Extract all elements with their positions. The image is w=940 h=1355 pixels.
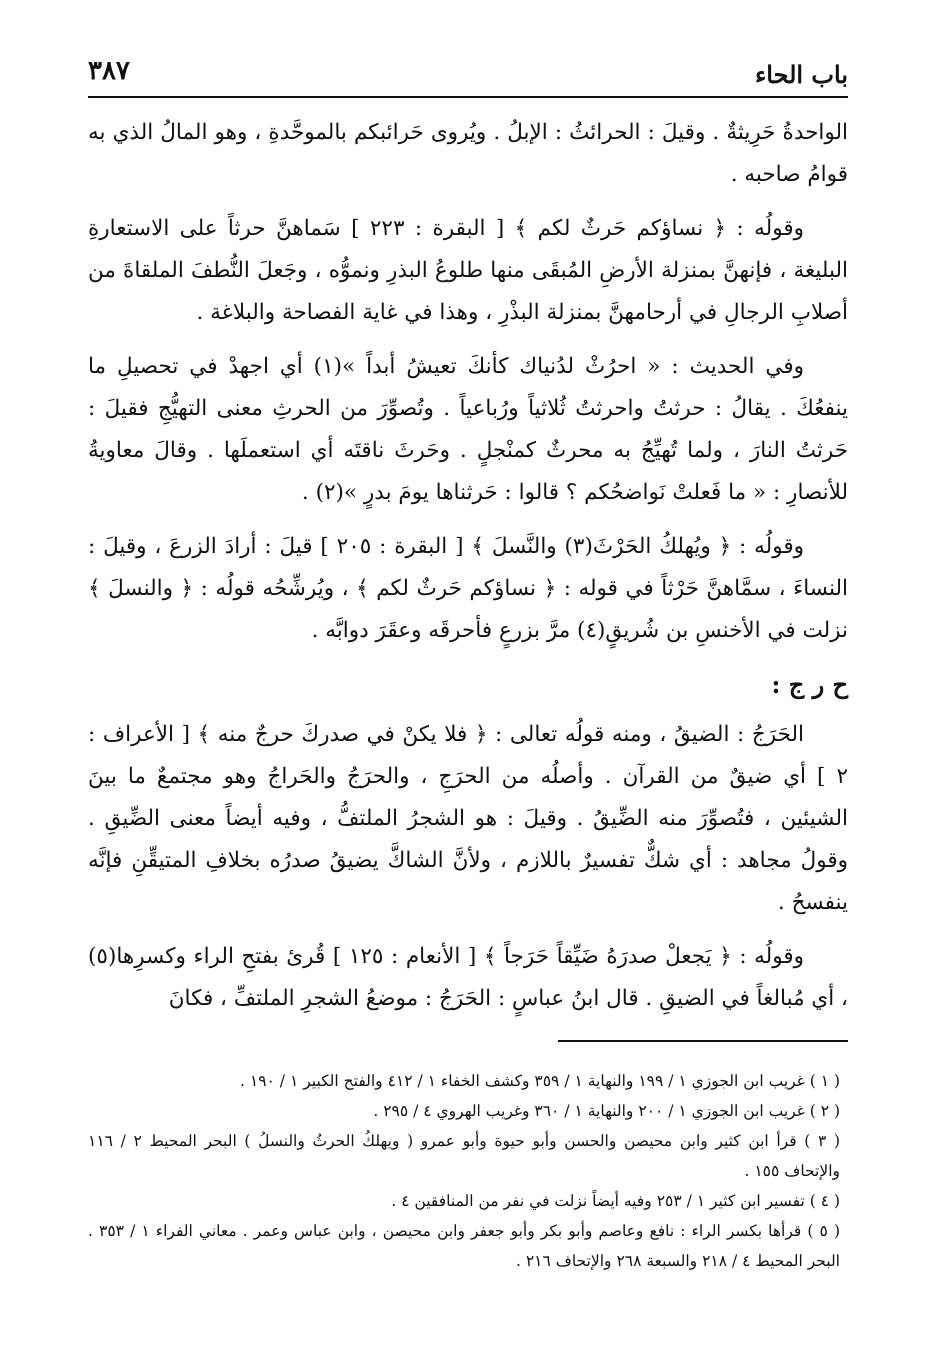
footnote-divider bbox=[558, 1040, 848, 1042]
paragraph: وقولُه : ﴿ ويُهلكُ الحَرْثَ(٣) والنَّسلَ ﴾ [ البقرة : ٢٠٥ ] قيلَ : أرادَ الزرعَ ، وقيلَ : النساءَ ، سمَّاهنَّ حَرْثاً في قوله : ﴿ نساؤكم حَرثٌ لكم ﴾ ، ويُرشِّحُه قولُه : ﴿ والنسلَ ﴾ نزلت في الأخنسِ بن شُريقٍ(٤) مرَّ بزرعٍ فأحرقَه وعقَرَ دوابَّه . bbox=[88, 534, 848, 643]
footnotes bbox=[88, 1066, 840, 1311]
paragraph: وقولُه : ﴿ يَجعلْ صدرَهُ ضَيِّقاً حَرَجاً ﴾ [ الأنعام : ١٢٥ ] قُرئ بفتحِ الراء وكسرِها(٥) ، أي مُبالغاً في الضيقِ . قال ابنُ عباسٍ : الحَرَجُ : موضعُ الشجرِ الملتفِّ ، فكانَ bbox=[88, 944, 848, 1011]
paragraph: وفي الحديث : « احرُثْ لدُنياك كأنكَ تعيشُ أبداً »(١) أي اجهدْ في تحصيلِ ما ينفعُكَ . يقالُ : حرثتُ واحرثتُ ثُلاثياً ورُباعياً . وتُصوِّرَ من الحرثِ معنى التهيُّجِ فقيلَ : حَرثتُ النارَ ، ولما تُهيِّجُ به محرثٌ كمنْجلٍ . وحَرثَ ناقتَه أي استعملَها . وقالَ معاويةُ للأنصارِ : « ما فَعلتْ نَواضحُكم ؟ قالوا : حَرثناها يومَ بدرٍ »(٢) . bbox=[88, 354, 848, 505]
footnote: ( ٥ ) قرأها بكسر الراء : نافع وعاصم وأبو بكر وأبو جعفر وابن محيصن ، وابن عباس وعمر . معاني الفراء ١ / ٣٥٣ . البحر المحيط ٤ / ٢١٨ والسبعة ٢٦٨ والإتحاف ٢١٦ . bbox=[88, 1222, 840, 1270]
paragraph: الواحدةُ حَرِيثةٌ . وقيلَ : الحرائثُ : الإبلُ . ويُروى حَرائبكم بالموحَّدةِ ، وهو المالُ الذي به قوامُ صاحبه . bbox=[88, 120, 848, 187]
page-number: ٣٨٧ bbox=[88, 56, 130, 86]
main-text bbox=[88, 112, 848, 1011]
page-header bbox=[88, 50, 848, 98]
footnote: ( ٢ ) غريب ابن الجوزي ١ / ٢٠٠ والنهاية ١ / ٣٦٠ وغريب الهروي ٤ / ٢٩٥ . bbox=[373, 1102, 840, 1120]
footnote: ( ٤ ) تفسير ابن كثير ١ / ٢٥٣ وفيه أيضاً نزلت في نفر من المنافقين ٤ . bbox=[391, 1192, 840, 1210]
running-head: باب الحاء bbox=[754, 60, 848, 89]
footnote: ( ١ ) غريب ابن الجوزي ١ / ١٩٩ والنهاية ١ / ٣٥٩ وكشف الخفاء ١ / ٤١٢ والفتح الكبير ١ / ١٩٠ . bbox=[240, 1072, 840, 1090]
paragraph: وقولُه : ﴿ نساؤكم حَرثٌ لكم ﴾ [ البقرة : ٢٢٣ ] سَماهنَّ حرثاً على الاستعارةِ البليغة ، فإنهنَّ بمنزلة الأرضِ المُبقَى منها طلوعُ البذرِ ونموُّه ، وجَعلَ النُّطفَ الملقاةَ من أصلابِ الرجالِ في أرحامهنَّ بمنزلة البذْرِ ، وهذا في غاية الفصاحة والبلاغة . bbox=[88, 216, 848, 325]
paragraph: الحَرَجُ : الضيقُ ، ومنه قولُه تعالى : ﴿ فلا يكنْ في صدركَ حرجٌ منه ﴾ [ الأعراف : ٢ ] أي ضيقٌ من القرآن . وأصلُه من الحرَجِ ، والحرَجُ والحَراجُ وهو مجتمعٌ ما بينَ الشيئين ، فتُصوِّرَ منه الضِّيقُ . وقيلَ : هو الشجرُ الملتفُّ ، وفيه أيضاً معنى الضِّيقِ . وقولُ مجاهد : أي شكٌّ تفسيرٌ باللازم ، ولأنَّ الشاكَّ يضيقُ صدرُه بخلافِ المتيقِّنِ فإنَّه ينفسحُ . bbox=[88, 722, 848, 915]
footnote: ( ٣ ) قرأ ابن كثير وابن محيصن والحسن وأبو حيوة وأبو عمرو ( ويهلكُ الحرثُ والنسلُ ) البحر المحيط ٢ / ١١٦ والإتحاف ١٥٥ . bbox=[88, 1132, 841, 1180]
entry-heading: ح ر ج : bbox=[771, 670, 848, 699]
